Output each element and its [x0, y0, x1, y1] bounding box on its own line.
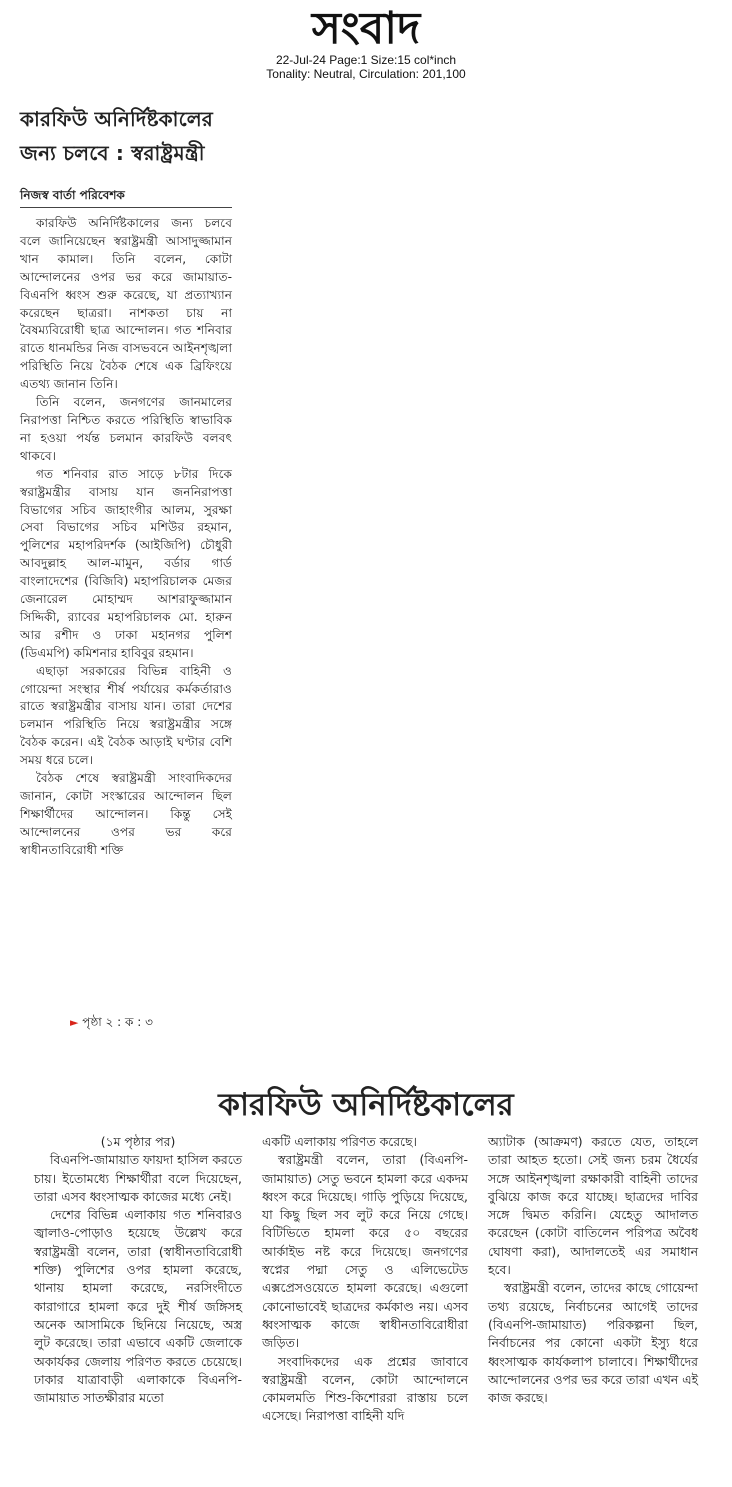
continuation-paragraph: স্বরাষ্ট্রমন্ত্রী বলেন, তাদের কাছে গোয়েন্দা তথ্য রয়েছে, নির্বাচনের আগেই তাদের (বিএনপি-জামায়াত) পরিকল্পনা ছিল, নির্বাচনের পর কোনো একটা ইস্যু ধরে ধ্বংসাত্মক কার্যকলাপ চালাবে। শিক্ষার্থীদের আন্দোলনের ওপর ভর করে তারা এখন এই কাজ করছে। [488, 1280, 699, 1406]
article-headline [20, 102, 234, 170]
continuation-column-1 [34, 1133, 242, 1407]
continuation-column-2 [262, 1133, 468, 1426]
continuation-paragraph: অ্যাটাক (আক্রমণ) করতে যেত, তাহলে তারা আহত হতো। সেই জন্য চরম ধৈর্যের সঙ্গে আইনশৃঙ্খলা রক্ষাকারী বাহিনী তাদের বুঝিয়ে কাজ করে যাচ্ছে। ছাত্রদের দাবির সঙ্গে দ্বিমত করিনি। যেহেতু আদালত করেছেন (কোটা বাতিলেন পরিপত্র অবৈধ ঘোষণা করা), আদালতেই এর সমাধান হবে। [488, 1134, 698, 1278]
continued-on-label [70, 1014, 230, 1034]
continuation-paragraph: একটি এলাকায় পরিণত করেছে। [262, 1134, 417, 1149]
headline-line-1: কারফিউ অনির্দিষ্টকালের [20, 107, 214, 131]
byline-divider [20, 207, 232, 208]
continued-from-label: (১ম পৃষ্ঠার পর) [100, 1134, 176, 1149]
article-paragraph: তিনি বলেন, জনগণের জানমালের নিরাপত্তা নিশ্চিত করতে পরিস্থিতি স্বাভাবিক না হওয়া পর্যন্ত চলমান কারফিউ বলবৎ থাকবে। [20, 395, 232, 463]
triangle-arrow-icon: ► [70, 1016, 79, 1029]
masthead-name: সংবাদ [311, 3, 421, 50]
jump-page-text: পৃষ্ঠা ২ : ক : ৩ [82, 1015, 153, 1029]
continuation-paragraph: দেশের বিভিন্ন এলাকায় গত শনিবারও জ্বালাও-পোড়াও হয়েছে উল্লেখ করে স্বরাষ্ট্রমন্ত্রী বলেন, তারা (স্বাধীনতাবিরোধী শক্তি) পুলিশের ওপর হামলা করেছে, থানায় হামলা করেছে, নরসিংদীতে কারাগারে হামলা করে দুই শীর্ষ জঙ্গিসহ অনেক আসামিকে ছিনিয়ে নিয়েছে, অস্ত্র লুট করেছে। তারা এভাবে একটি জেলাকে অকার্যকর জেলায় পরিণত করতে চেয়েছে। ঢাকার যাত্রাবাড়ী এলাকাকে বিএনপি-জামায়াত সাতক্ষীরার মতো [34, 1207, 242, 1406]
headline-line-2: জন্য চলবে : স্বরাষ্ট্রমন্ত্রী [20, 141, 205, 165]
clip-tonality-circulation: Tonality: Neutral, Circulation: 201,100 [266, 67, 466, 81]
article-paragraph: বৈঠক শেষে স্বরাষ্ট্রমন্ত্রী সাংবাদিকদের জানান, কোটা সংস্কারের আন্দোলন ছিল শিক্ষার্থীদের আন্দোলন। কিন্তু সেই আন্দোলনের ওপর ভর করে স্বাধীনতাবিরোধী শক্তি [20, 771, 232, 857]
continuation-paragraph: বিএনপি-জামায়াত ফায়দা হাসিল করতে চায়। ইতোমধ্যে শিক্ষার্থীরা বলে দিয়েছেন, তারা এসব ধ্বংসাত্মক কাজের মধ্যে নেই। [34, 1152, 242, 1204]
article-paragraph: গত শনিবার রাত সাড়ে ৮টার দিকে স্বরাষ্ট্রমন্ত্রীর বাসায় যান জননিরাপত্তা বিভাগের সচিব জাহাংগীর আলম, সুরক্ষা সেবা বিভাগের সচিব মশিউর রহমান, পুলিশের মহাপরিদর্শক (আইজিপি) চৌধুরী আবদুল্লাহ আল-মামুন, বর্ডার গার্ড বাংলাদেশের (বিজিবি) মহাপরিচালক মেজর জেনারেল মোহাম্মদ আশরাফুজ্জামান সিদ্দিকী, র‌্যাবের মহাপরিচালক মো. হারুন আর রশীদ ও ঢাকা মহানগর পুলিশ (ডিএমপি) কমিশনার হাবিবুর রহমান। [20, 466, 232, 660]
article-paragraph: কারফিউ অনির্দিষ্টকালের জন্য চলবে বলে জানিয়েছেন স্বরাষ্ট্রমন্ত্রী আসাদুজ্জামান খান কামাল। তিনি বলেন, কোটা আন্দোলনের ওপর ভর করে জামায়াত-বিএনপি ধ্বংস শুরু করেছে, যা প্রত্যাখ্যান করেছেন ছাত্ররা। নাশকতা চায় না বৈষম্যবিরোধী ছাত্র আন্দোলন। গত শনিবার রাতে ধানমন্ডির নিজ বাসভবনে আইনশৃঙ্খলা পরিস্থিতি নিয়ে বৈঠক শেষে এক ব্রিফিংয়ে এতথ্য জানান তিনি। [20, 216, 232, 392]
newspaper-logo [228, 2, 504, 50]
byline: নিজস্ব বার্তা পরিবেশক [20, 188, 125, 202]
continuation-paragraph: স্বরাষ্ট্রমন্ত্রী বলেন, তারা (বিএনপি-জামায়াত) সেতু ভবনে হামলা করে একদম ধ্বংস করে দিয়েছে। গাড়ি পুড়িয়ে দিয়েছে, যা কিছু ছিল সব লুট করে নিয়ে গেছে। বিটিভিতে হামলা করে ৫০ বছরের আর্কাইভ নষ্ট করে দিয়েছে। জনগণের স্বপ্নের পদ্মা সেতু ও এলিভেটেড এক্সপ্রেসওয়েতে হামলা করেছে। এগুলো কোনোভাবেই ছাত্রদের কর্মকাণ্ড নয়। এসব ধ্বংসাত্মক কাজে স্বাধীনতাবিরোধীরা জড়িত। [262, 1152, 468, 1351]
clip-date-size: 22-Jul-24 Page:1 Size:15 col*inch [275, 53, 457, 67]
continuation-column-3 [488, 1133, 698, 1407]
continuation-paragraph: সংবাদিকদের এক প্রশ্নের জাবাবে স্বরাষ্ট্রমন্ত্রী বলেন, কোটা আন্দোলনে কোমলমতি শিশু-কিশোররা রাস্তায় চলে এসেছে। নিরাপত্তা বাহিনী যদি [262, 1353, 468, 1424]
article-paragraph: এছাড়া সরকারের বিভিন্ন বাহিনী ও গোয়েন্দা সংস্থার শীর্ষ পর্যায়ের কর্মকর্তারাও রাতে স্বরাষ্ট্রমন্ত্রীর বাসায় যান। তারা দেশের চলমান পরিস্থিতি নিয়ে স্বরাষ্ট্রমন্ত্রীর সঙ্গে বৈঠক করেন। এই বৈঠক আড়াই ঘণ্টার বেশি সময় ধরে চলে। [20, 663, 232, 768]
continuation-headline: কারফিউ অনির্দিষ্টকালের [218, 1087, 514, 1123]
article-body [20, 215, 232, 860]
clip-metadata [230, 53, 502, 81]
